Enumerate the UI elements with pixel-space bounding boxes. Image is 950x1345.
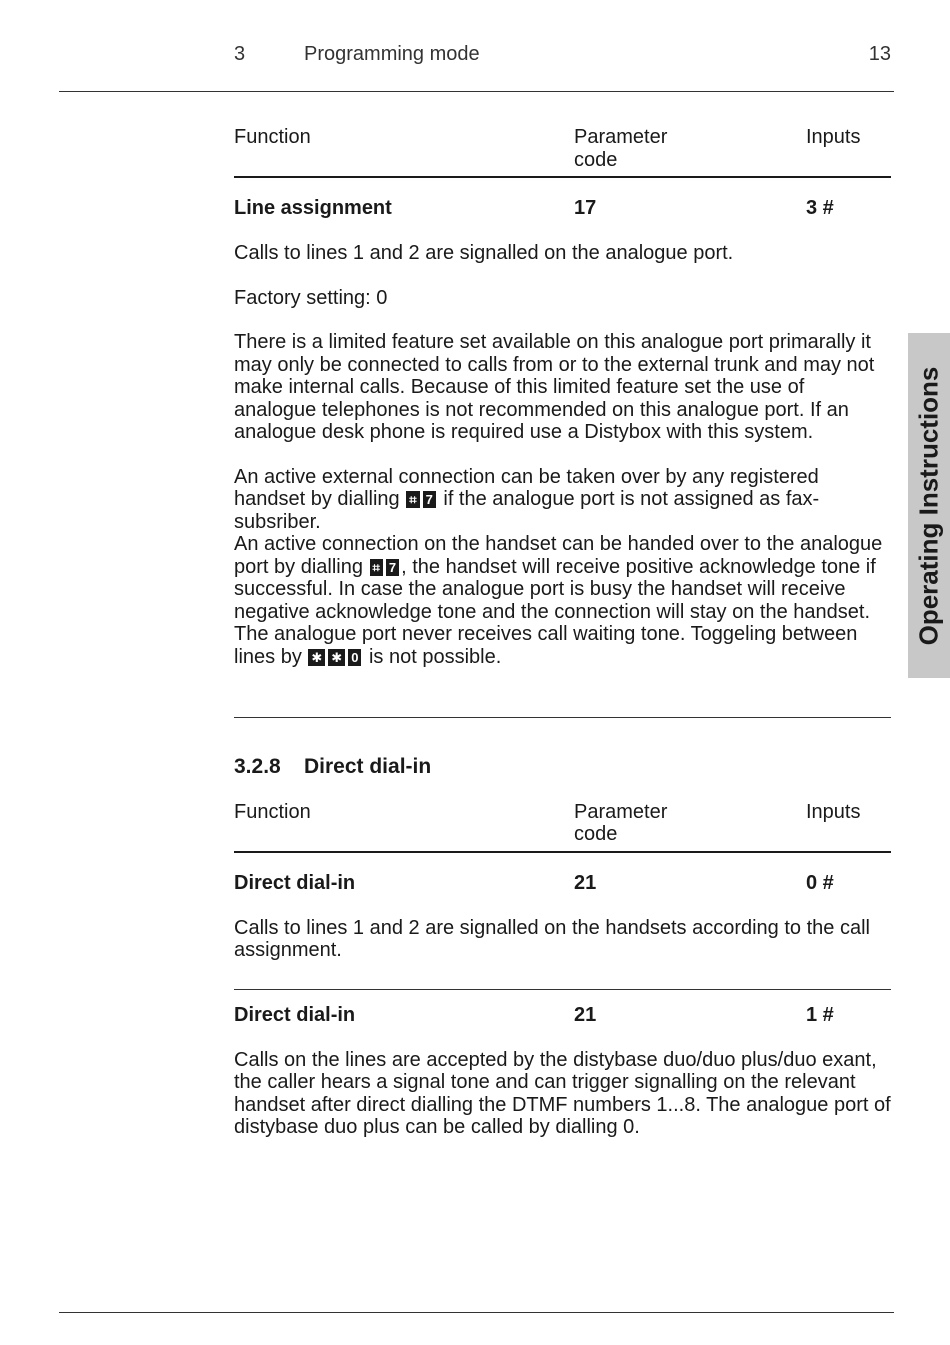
section-title: Direct dial-in xyxy=(304,755,432,778)
digit-key-icon: 7 xyxy=(386,559,400,576)
paragraph-factory-setting: Factory setting: 0 xyxy=(234,286,388,309)
side-tab-label: Operating Instructions xyxy=(913,366,944,645)
text-takeover: An active external connection can be taken over by any registered handset by dialling xyxy=(234,465,819,510)
column-function: Function xyxy=(234,126,311,148)
param-function: Direct dial-in xyxy=(234,871,356,894)
text-not-possible: is not possible. xyxy=(368,645,502,668)
paragraph-signalled-analogue: Calls to lines 1 and 2 are signalled on the analogue port. xyxy=(234,242,734,264)
parameter-row-direct-dial-1 xyxy=(234,1004,891,1028)
param-function: Line assignment xyxy=(234,197,392,219)
table-header xyxy=(234,801,891,853)
column-inputs: Inputs xyxy=(806,800,861,823)
main-content xyxy=(234,126,891,1139)
chapter-title: Programming mode xyxy=(304,43,480,65)
star-key-icon: ✱ xyxy=(328,649,346,666)
text-fax: if the analogue port is not assigned as fax-subsriber. xyxy=(234,488,820,533)
side-tab xyxy=(908,333,950,678)
star-key-icon: ✱ xyxy=(308,649,326,666)
footer-rule xyxy=(59,1312,894,1313)
text-acknowledge: , the handset will receive positive acknowledge tone if successful. In case the analogue port is busy the handset will receive negative acknowledge tone and the connection will stay on the handset. The analogue port never receives call waiting tone. Toggeling between lines by xyxy=(234,555,876,668)
key-sequence-hash-7 xyxy=(369,556,402,579)
column-parameter-code: Parameter code xyxy=(574,800,668,845)
row-divider xyxy=(234,989,891,990)
section-divider xyxy=(234,717,891,718)
parameter-row-direct-dial-0 xyxy=(234,872,891,896)
paragraph-limited-feature: There is a limited feature set available on this analogue port primarally it may only be connected to calls from or to the external trunk and may not make internal calls. Because of this limited feature set the use of analogue telephones is not recommended on this analogue port. If an analogue desk phone is required use a Distybox with this system. xyxy=(234,331,875,443)
header-rule xyxy=(59,91,894,92)
column-inputs: Inputs xyxy=(806,126,861,148)
column-parameter-code: Parameter code xyxy=(574,126,668,171)
page-number: 13 xyxy=(868,43,891,65)
text-handover: An active connection on the handset can be handed over to the analogue port by dialling xyxy=(234,533,883,578)
chapter-number: 3 xyxy=(234,43,246,65)
paragraph-direct-dial-0: Calls to lines 1 and 2 are signalled on the handsets according to the call assignment. xyxy=(234,916,870,961)
hash-key-icon: ⌗ xyxy=(370,559,384,576)
param-code: 17 xyxy=(574,197,597,219)
param-inputs: 3 # xyxy=(806,197,834,219)
section-number: 3.2.8 xyxy=(234,755,281,778)
param-code: 21 xyxy=(574,871,597,894)
param-inputs: 1 # xyxy=(806,1003,834,1026)
table-header xyxy=(234,126,891,178)
digit-key-icon: 7 xyxy=(423,491,437,508)
digit-key-icon: 0 xyxy=(348,649,362,666)
paragraph-takeover xyxy=(234,466,891,534)
paragraph-handover xyxy=(234,533,891,668)
hash-key-icon: ⌗ xyxy=(406,491,420,508)
param-code: 21 xyxy=(574,1003,597,1026)
column-function: Function xyxy=(234,800,311,823)
paragraph-direct-dial-1: Calls on the lines are accepted by the distybase duo/duo plus/duo exant, the caller hears a signal tone and can trigger signalling on the relevant handset after direct dialling the DTMF numbers 1...8. The analogue port of distybase duo plus can be called by dialling 0. xyxy=(234,1048,891,1138)
section-heading xyxy=(234,756,891,779)
key-sequence-star-star-0 xyxy=(307,646,363,669)
key-sequence-hash-7 xyxy=(405,488,438,511)
param-inputs: 0 # xyxy=(806,871,834,894)
parameter-row-line-assignment xyxy=(234,197,891,221)
param-function: Direct dial-in xyxy=(234,1003,356,1026)
